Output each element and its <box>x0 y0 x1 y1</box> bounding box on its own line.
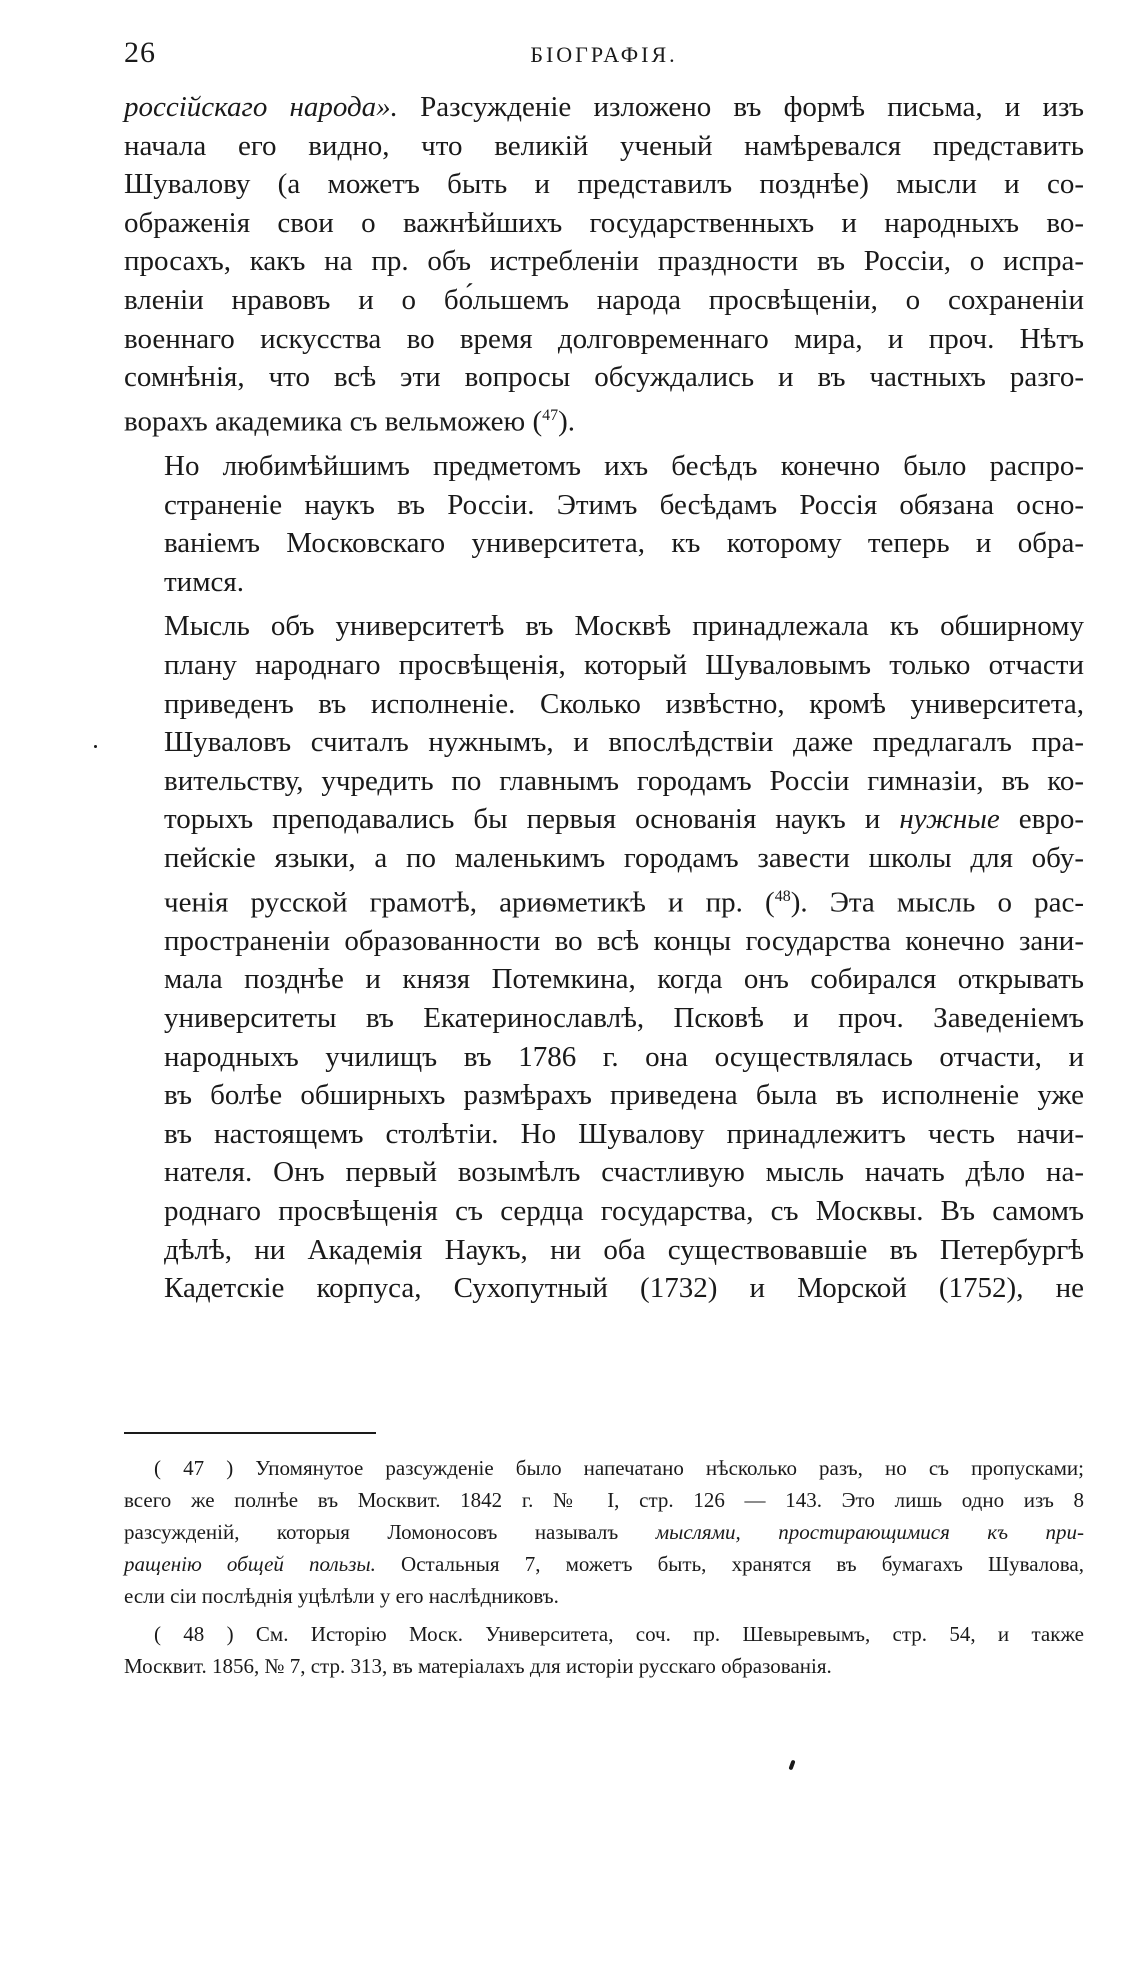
footnote-line: если сіи послѣднія уцѣлѣли у его наслѣдниковъ. <box>124 1584 559 1608</box>
text-span: торыхъ преподавались бы первыя основанія наукъ и <box>164 803 900 836</box>
paragraph-3 <box>124 607 1084 1307</box>
footnote-line <box>124 1548 1084 1580</box>
text-span: евро- <box>999 803 1084 836</box>
text-line: ображенія свои о важнѣйшихъ государственныхъ и народныхъ во- <box>124 206 1084 239</box>
text-line: вленіи нравовъ и о бо́льшемъ народа просвѣщеніи, о сохраненіи <box>124 283 1084 316</box>
text-span: ). Эта мысль о рас- <box>790 886 1084 919</box>
footnote-line: ( 48 ) См. Исторію Моск. Университета, соч. пр. Шевыревымъ, стр. 54, и также <box>154 1622 1084 1646</box>
page-number: 26 <box>124 36 156 69</box>
text-line: сомнѣнія, что всѣ эти вопросы обсуждались и въ частныхъ разго- <box>124 361 1084 394</box>
text-line: дѣлѣ, ни Академія Наукъ, ни оба существовавшіе въ Петербургѣ <box>164 1233 1084 1266</box>
text-line: плану народнаго просвѣщенія, который Шуваловымъ только отчасти <box>164 648 1084 681</box>
text-line: Кадетскіе корпуса, Сухопутный (1732) и Морской (1752), не <box>164 1272 1084 1305</box>
text-line: начала его видно, что великій ученый намѣревался представить <box>124 129 1084 162</box>
text-line: военнаго искусства во время долговременнаго мира, и проч. Нѣтъ <box>124 322 1084 355</box>
footnotes <box>124 1452 1084 1688</box>
footnote-line: ( 47 ) Упомянутое разсужденіе было напечатано нѣсколько разъ, но съ пропусками; <box>154 1456 1084 1480</box>
text-line: роднаго просвѣщенія съ сердца государства, съ Москвы. Въ самомъ <box>164 1194 1084 1227</box>
text-span: Разсужденіе изложено въ формѣ письма, и изъ <box>397 91 1084 123</box>
footnote-line: Москвит. 1856, № 7, стр. 313, въ матеріалахъ для исторіи русскаго образованія. <box>124 1654 832 1678</box>
text-line: Шувалову (а можетъ быть и представилъ позднѣе) мысли и со- <box>124 168 1084 201</box>
text-span: Остальныя 7, можетъ быть, хранятся въ бумагахъ Шувалова, <box>375 1552 1084 1576</box>
footnote-48 <box>124 1618 1084 1682</box>
footnote-divider <box>124 1432 376 1434</box>
text-line: университеты въ Екатеринославлѣ, Псковѣ и проч. Заведеніемъ <box>164 1001 1084 1034</box>
body-text <box>124 88 1084 1314</box>
text-line: пространеніи образованности во всѣ концы государства конечно зани- <box>164 924 1084 957</box>
page-header <box>124 36 1084 76</box>
text-line: страненіе наукъ въ Россіи. Этимъ бесѣдамъ Россія обязана осно- <box>164 488 1084 521</box>
text-line: Но любимѣйшимъ предметомъ ихъ бесѣдъ конечно было распро- <box>164 450 1084 482</box>
italic-phrase: ращенію общей пользы. <box>124 1552 376 1576</box>
text-line: нателя. Онъ первый возымѣлъ счастливую мысль начать дѣло на- <box>164 1156 1084 1189</box>
footnote-47 <box>124 1452 1084 1612</box>
text-line <box>124 800 1084 839</box>
text-line: Шуваловъ считалъ нужнымъ, и впослѣдствіи даже предлагалъ пра- <box>164 726 1084 759</box>
footnote-ref-48: 48 <box>774 887 791 905</box>
text-span: разсужденій, которыя Ломоносовъ называлъ <box>124 1520 656 1544</box>
italic-phrase: мыслями, простирающимися къ при- <box>655 1520 1084 1544</box>
text-line: вительству, учредить по главнымъ городамъ Россіи гимназіи, въ ко- <box>164 764 1084 797</box>
running-head: БІОГРАФІЯ. <box>530 42 678 67</box>
text-line: въ болѣе обширныхъ размѣрахъ приведена была въ исполненіе уже <box>164 1079 1084 1112</box>
text-line: тимся. <box>164 565 245 598</box>
text-span: ). <box>558 405 576 438</box>
text-line: въ настоящемъ столѣтіи. Но Шувалову принадлежитъ честь начи- <box>164 1117 1084 1150</box>
text-line <box>124 878 1084 922</box>
margin-dot <box>94 745 97 748</box>
text-line: мала позднѣе и князя Потемкина, когда онъ собирался открывать <box>164 963 1084 996</box>
footnote-line: всего же полнѣе въ Москвит. 1842 г. № I, стр. 126 — 143. Это лишь одно изъ 8 <box>124 1488 1084 1512</box>
stray-ink-mark <box>788 1760 795 1771</box>
text-line: Мысль объ университетѣ въ Москвѣ принадлежала къ обширному <box>164 610 1084 643</box>
text-line: народныхъ училищъ въ 1786 г. она осуществлялась отчасти, и <box>164 1040 1084 1073</box>
paragraph-1 <box>124 88 1084 441</box>
italic-word: нужные <box>899 803 1000 836</box>
text-line <box>124 88 1084 127</box>
text-line: просахъ, какъ на пр. объ истребленіи праздности въ Россіи, о испра- <box>124 245 1084 278</box>
text-line <box>124 397 1084 441</box>
text-line: ваніемъ Московскаго университета, къ которому теперь и обра- <box>164 527 1084 560</box>
footnote-line <box>124 1516 1084 1548</box>
italic-phrase: россійскаго народа». <box>124 91 398 123</box>
text-span: ворахъ академика съ вельможею ( <box>124 405 543 438</box>
text-span: ченія русской грамотѣ, ариѳметикѣ и пр. ( <box>164 886 775 919</box>
text-line: приведенъ въ исполненіе. Сколько извѣстно, кромѣ университета, <box>164 687 1084 720</box>
footnote-ref-47: 47 <box>542 406 559 424</box>
text-line: пейскіе языки, а по маленькимъ городамъ завести школы для обу- <box>164 841 1084 874</box>
paragraph-2 <box>124 447 1084 601</box>
